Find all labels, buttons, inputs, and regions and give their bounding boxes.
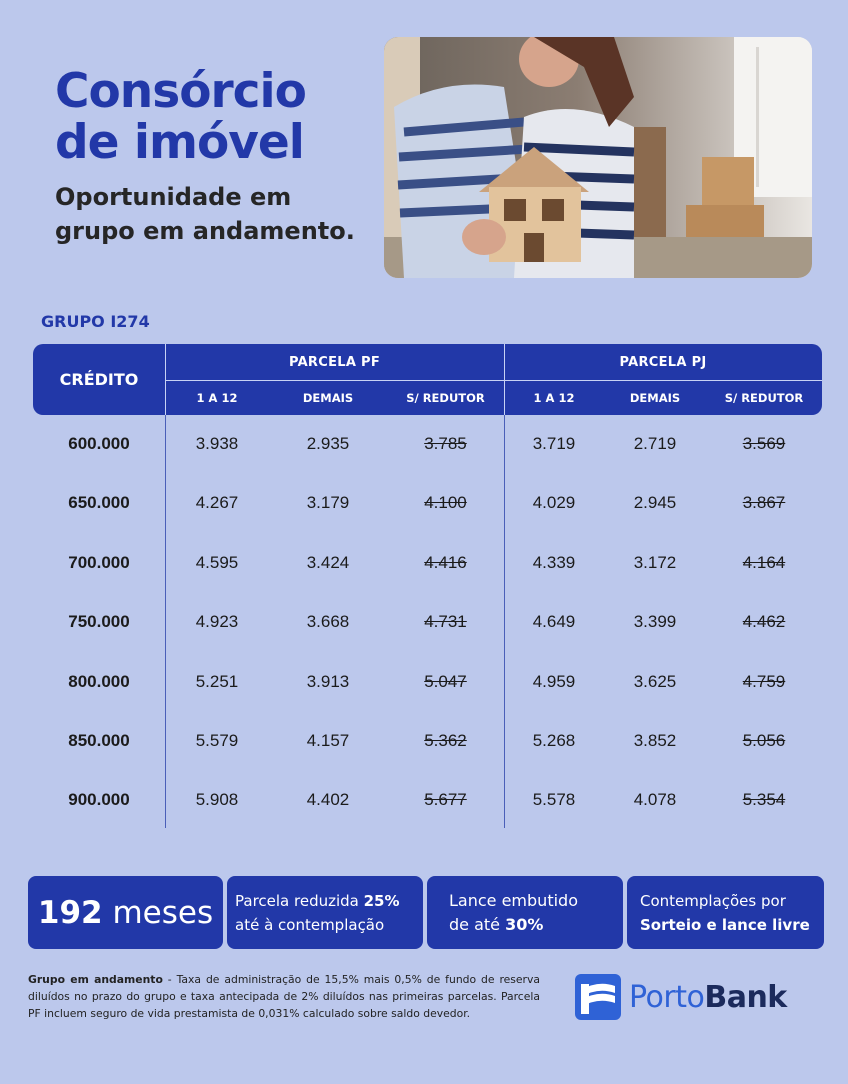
- pj-sub-header-1-12: 1 A 12: [533, 391, 575, 405]
- pj-s-redutor-value-text: 4.164: [742, 553, 786, 572]
- pj-demais-value: [604, 607, 706, 637]
- pf-1-12-value: [165, 488, 269, 518]
- table-row: [33, 785, 822, 815]
- title-line-1: Consórcio: [55, 64, 306, 119]
- pj-s-redutor-value: [706, 726, 822, 756]
- footnote-text: - Taxa de administração de 15,5% mais 0,5% de fundo de reserva diluídos no prazo do grupo e taxa antecipada de 2% diluídos nas primeiras parcelas. Parcela PF incluem seguro de vida prestamista de 0,031% calculado sobre saldo devedor.: [28, 973, 540, 1020]
- pj-demais-value: [604, 488, 706, 518]
- pf-s-redutor-value-text: 4.416: [424, 553, 467, 572]
- pj-demais-value: [604, 785, 706, 815]
- credit-column-header: CRÉDITO: [59, 370, 139, 389]
- pj-1-12-value-text: 4.649: [532, 612, 576, 631]
- couple-house-photo: [384, 37, 812, 278]
- pf-s-redutor-value-text: 5.677: [424, 790, 467, 809]
- pj-s-redutor-value: [706, 667, 822, 697]
- reduced-percent: 25%: [363, 891, 400, 910]
- pf-1-12-value-text: 5.908: [195, 790, 239, 809]
- pj-group-header: PARCELA PJ: [619, 354, 707, 370]
- pj-1-12-value: [504, 785, 604, 815]
- pf-s-redutor-value-text: 5.047: [424, 672, 467, 691]
- pj-demais-value-text: 4.078: [633, 790, 677, 809]
- pf-1-12-value-text: 3.938: [195, 434, 239, 453]
- pf-sub-header-1-12: 1 A 12: [196, 391, 238, 405]
- pj-s-redutor-value-text: 3.867: [742, 493, 786, 512]
- reduced-text: Parcela reduzida: [235, 891, 364, 910]
- pj-s-redutor-value: [706, 548, 822, 578]
- pj-s-redutor-value: [706, 429, 822, 459]
- pj-s-redutor-value-text: 5.056: [742, 731, 786, 750]
- table-row: [33, 726, 822, 756]
- bid-text-line1: Lance embutido: [449, 890, 578, 910]
- pf-demais-value: [269, 429, 387, 459]
- pj-1-12-value-text: 4.339: [532, 553, 576, 572]
- pj-s-redutor-value-text: 5.354: [742, 790, 786, 809]
- pf-s-redutor-value: [387, 726, 504, 756]
- pj-demais-value: [604, 667, 706, 697]
- pf-demais-value: [269, 667, 387, 697]
- pf-1-12-value: [165, 429, 269, 459]
- group-label: GRUPO I274: [41, 312, 150, 331]
- pj-s-redutor-value-text: 4.462: [742, 612, 786, 631]
- pj-sub-header-s-redutor: S/ REDUTOR: [724, 391, 804, 405]
- pf-s-redutor-value: [387, 785, 504, 815]
- credit-value: 600.000: [68, 434, 130, 453]
- pf-demais-value-text: 3.913: [306, 672, 350, 691]
- pf-s-redutor-value: [387, 488, 504, 518]
- pf-1-12-value: [165, 607, 269, 637]
- pf-1-12-value: [165, 548, 269, 578]
- pf-group-header: PARCELA PF: [288, 354, 381, 370]
- pj-1-12-value-text: 3.719: [532, 434, 576, 453]
- reduced-installment-box: [227, 876, 423, 949]
- pj-s-redutor-value: [706, 607, 822, 637]
- credit-value: 850.000: [68, 731, 130, 750]
- pj-s-redutor-value: [706, 488, 822, 518]
- table-row: [33, 488, 822, 518]
- pf-demais-value: [269, 726, 387, 756]
- pj-demais-value-text: 3.625: [633, 672, 677, 691]
- pf-s-redutor-value-text: 5.362: [424, 731, 467, 750]
- table-header: [33, 344, 822, 415]
- pf-demais-value-text: 4.157: [306, 731, 350, 750]
- pf-1-12-value-text: 5.251: [195, 672, 239, 691]
- pf-s-redutor-value-text: 3.785: [424, 434, 467, 453]
- bid-percent: 30%: [505, 914, 544, 934]
- pj-1-12-value: [504, 429, 604, 459]
- pf-1-12-value: [165, 785, 269, 815]
- pf-1-12-value-text: 4.923: [195, 612, 239, 631]
- pj-demais-value-text: 3.399: [633, 612, 677, 631]
- footnote: [28, 971, 540, 1022]
- pf-demais-value-text: 2.935: [306, 434, 350, 453]
- credit-value: 750.000: [68, 612, 130, 631]
- term-months-number: 192: [37, 894, 103, 931]
- pj-s-redutor-value-text: 3.569: [742, 434, 786, 453]
- pf-1-12-value-text: 4.267: [195, 493, 239, 512]
- credit-value: 800.000: [68, 672, 130, 691]
- pf-sub-header-demais: DEMAIS: [302, 391, 354, 405]
- bid-text: de até: [449, 914, 506, 934]
- subtitle-line-2: grupo em andamento.: [55, 217, 355, 245]
- pj-demais-value: [604, 726, 706, 756]
- pj-1-12-value: [504, 488, 604, 518]
- pf-1-12-value-text: 4.595: [195, 553, 239, 572]
- portobank-logo: [575, 974, 787, 1020]
- reduced-text-line2: até à contemplação: [235, 915, 385, 934]
- pf-demais-value-text: 3.179: [306, 493, 350, 512]
- credit-value: 700.000: [68, 553, 130, 572]
- credit-value: 650.000: [68, 493, 130, 512]
- pf-s-redutor-value: [387, 429, 504, 459]
- pj-1-12-value-text: 5.268: [532, 731, 576, 750]
- table-row: [33, 667, 822, 697]
- pj-1-12-value: [504, 607, 604, 637]
- contemplation-line1: Contemplações por: [640, 891, 786, 910]
- table-row: [33, 429, 822, 459]
- table-row: [33, 607, 822, 637]
- pf-demais-value: [269, 548, 387, 578]
- pf-s-redutor-value-text: 4.731: [424, 612, 467, 631]
- pj-demais-value: [604, 548, 706, 578]
- pj-1-12-value-text: 4.029: [532, 493, 576, 512]
- term-box: [28, 876, 223, 949]
- pj-demais-value-text: 3.852: [633, 731, 677, 750]
- page-title: [55, 66, 375, 168]
- pj-1-12-value: [504, 667, 604, 697]
- pj-1-12-value-text: 5.578: [532, 790, 576, 809]
- pj-sub-header-demais: DEMAIS: [629, 391, 681, 405]
- pf-demais-value-text: 4.402: [306, 790, 350, 809]
- pf-demais-value-text: 3.668: [306, 612, 350, 631]
- pf-s-redutor-value: [387, 607, 504, 637]
- pj-1-12-value: [504, 548, 604, 578]
- pf-s-redutor-value: [387, 667, 504, 697]
- footnote-bold: Grupo em andamento: [28, 973, 163, 986]
- pf-s-redutor-value: [387, 548, 504, 578]
- pf-1-12-value: [165, 667, 269, 697]
- contemplation-line2: Sorteio e lance livre: [640, 915, 810, 934]
- pj-1-12-value: [504, 726, 604, 756]
- pf-demais-value: [269, 607, 387, 637]
- subtitle-line-1: Oportunidade em: [55, 183, 292, 211]
- pf-demais-value: [269, 785, 387, 815]
- table-row: [33, 548, 822, 578]
- pj-s-redutor-value-text: 4.759: [742, 672, 786, 691]
- logo-word-bank: Bank: [704, 979, 787, 1015]
- pf-s-redutor-value-text: 4.100: [424, 493, 467, 512]
- pf-demais-value-text: 3.424: [306, 553, 350, 572]
- pf-1-12-value-text: 5.579: [195, 731, 239, 750]
- pj-s-redutor-value: [706, 785, 822, 815]
- credit-value: 900.000: [68, 790, 130, 809]
- pj-demais-value-text: 3.172: [633, 553, 677, 572]
- logo-word-porto: Porto: [629, 979, 705, 1015]
- pj-demais-value: [604, 429, 706, 459]
- contemplation-box: [627, 876, 824, 949]
- title-line-2: de imóvel: [55, 115, 304, 170]
- embedded-bid-box: [427, 876, 623, 949]
- term-months-word: meses: [112, 894, 214, 931]
- portobank-logo-icon: [575, 974, 621, 1020]
- pj-demais-value-text: 2.719: [633, 434, 677, 453]
- pj-demais-value-text: 2.945: [633, 493, 677, 512]
- pf-1-12-value: [165, 726, 269, 756]
- page-subtitle: [55, 180, 385, 248]
- pj-1-12-value-text: 4.959: [532, 672, 576, 691]
- pf-sub-header-s-redutor: S/ REDUTOR: [406, 391, 485, 405]
- pf-demais-value: [269, 488, 387, 518]
